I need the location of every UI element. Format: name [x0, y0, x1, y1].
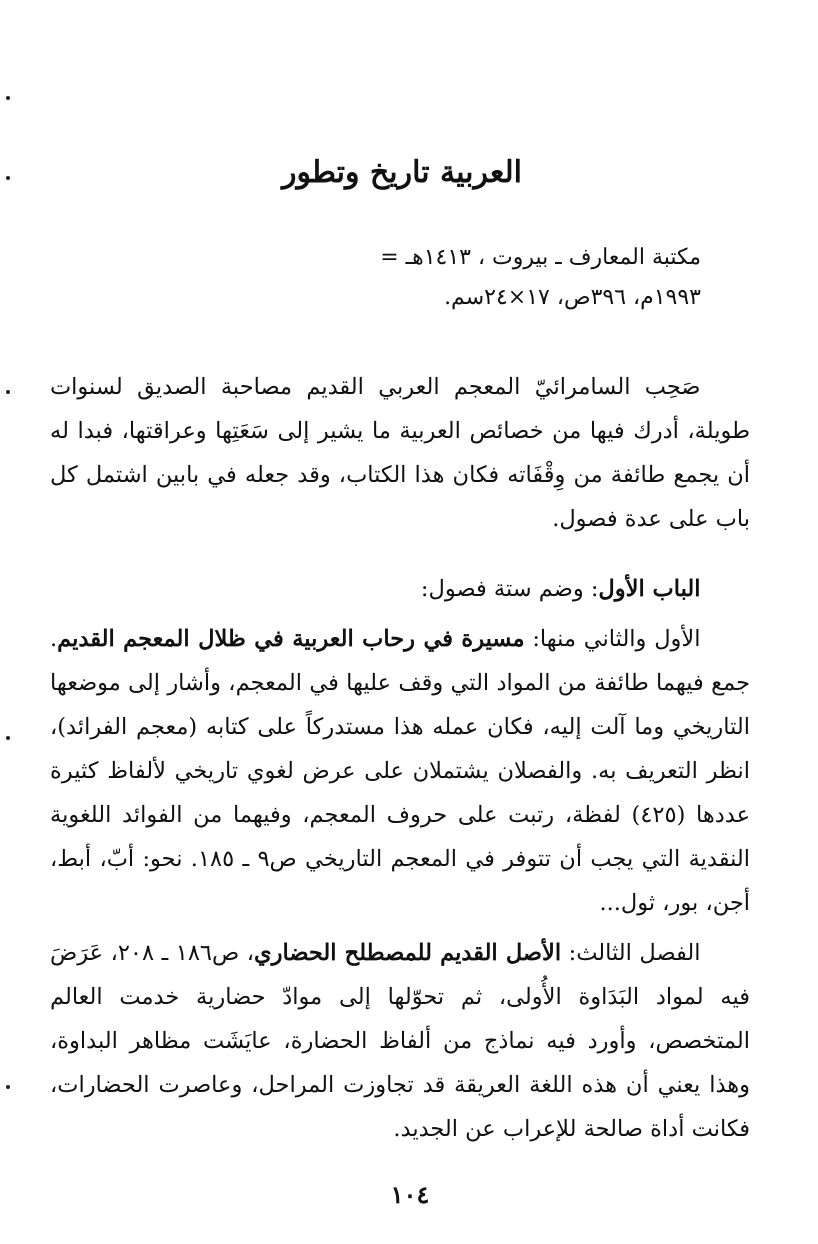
- intro-paragraph: صَحِب السامرائيّ المعجم العربي القديم مصاحبة الصديق لسنوات طويلة، أدرك فيها من خصائص العربية ما يشير إلى سَعَتِها وعراقتها، فبدا له أن يجمع طائفة من وِقْفَاته فكان هذا الكتاب، وقد جعله في بابين اشتمل كل باب على عدة فصول.: [50, 374, 750, 532]
- edge-mark: [6, 176, 10, 180]
- citation: [141, 238, 701, 318]
- citation-line: مكتبة المعارف ـ بيروت ، ١٤١٣هـ =: [380, 245, 701, 270]
- citation-line: ١٩٩٣م، ٣٩٦ص، ١٧×٢٤سم.: [444, 285, 701, 310]
- edge-mark: [6, 736, 10, 740]
- chapter-three-text: ، ص١٨٦ ـ ٢٠٨، عَرَضَ فيه لمواد البَدَاوة الأُولى، ثم تحوّلها إلى موادّ حضارية خدمت العالم المتخصص، وأورد فيه نماذج من ألفاظ الحضارة، عايَشَت مظاهر البداوة، وهذا يعني أن هذه اللغة العريقة قد تجاوزت المراحل، وعاصرت الحضارات، فكانت أداة صالحة للإعراب عن الجديد.: [50, 940, 750, 1142]
- chapters-one-two-paragraph: [50, 617, 750, 925]
- page-title: العربية تاريخ وتطور: [282, 155, 522, 190]
- page-number: ١٠٤: [390, 1180, 430, 1209]
- part-one-label: الباب الأول: [598, 576, 701, 602]
- chapters-one-two-prefix: الأول والثاني منها:: [524, 626, 701, 652]
- edge-mark: [6, 1085, 10, 1089]
- chapter-three-prefix: الفصل الثالث:: [561, 940, 701, 966]
- chapters-one-two-title: مسيرة في رحاب العربية في ظلال المعجم القديم: [57, 626, 525, 652]
- edge-mark: [6, 390, 10, 394]
- part-one-text: : وضم ستة فصول:: [420, 576, 599, 602]
- edge-mark: [6, 96, 10, 100]
- chapter-three-title: الأصل القديم للمصطلح الحضاري: [254, 940, 562, 966]
- part-one-paragraph: [50, 567, 750, 611]
- chapters-one-two-text: . جمع فيهما طائفة من المواد التي وقف عليها في المعجم، وأشار إلى موضعها التاريخي وما آلت إليه، فكان عمله هذا مستدركاً على كتابه (معجم الفرائد)، انظر التعريف به. والفصلان يشتملان على عرض لغوي تاريخي لألفاظ كثيرة عددها (٤٢٥) لفظة، رتبت على حروف المعجم، وفيهما من الفوائد اللغوية النقدية التي يجب أن تتوفر في المعجم التاريخي ص٩ ـ ١٨٥. نحو: أبّ، أبط، أجن، بور، ثول...: [50, 626, 750, 916]
- chapter-three-paragraph: [50, 931, 750, 1151]
- body-text: [50, 365, 750, 1151]
